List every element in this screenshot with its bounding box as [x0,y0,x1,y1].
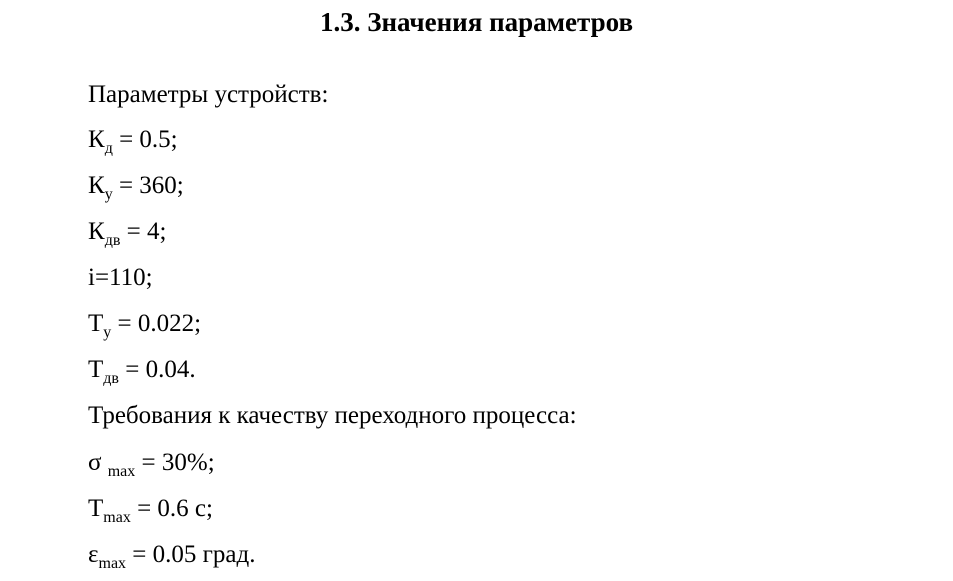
param-tdv-value: = 0.04. [118,356,196,383]
param-kdv [88,217,166,247]
param-ku-subscript: у [104,186,113,203]
requirements-heading: Требования к качеству переходного процесса: [88,402,577,429]
param-ku-symbol: К [88,172,105,199]
param-tu-symbol: Т [88,310,104,337]
param-ku [88,171,184,201]
req-tmax-subscript: max [103,509,131,526]
req-epsilon-subscript: max [98,555,127,572]
req-tmax-symbol: T [88,495,104,522]
param-kd-value: = 0.5; [112,126,178,153]
param-tdv-symbol: Т [88,356,104,383]
param-i: i=110; [88,264,153,291]
req-epsilon-value: = 0.05 град. [126,541,256,568]
device-params-heading: Параметры устройств: [88,81,329,108]
param-tdv [88,355,196,385]
param-kd-symbol: К [88,126,105,153]
param-tu [88,309,201,339]
param-kd [88,125,178,155]
param-tu-subscript: у [103,324,112,341]
req-sigma-symbol: σ [88,449,108,476]
param-ku-value: = 360; [112,172,184,199]
req-tmax-value: = 0.6 с; [130,495,213,522]
section-title: 1.3. Значения параметров [319,7,634,37]
param-kdv-symbol: К [88,218,105,245]
req-sigma-value: = 30%; [135,449,215,476]
req-sigma-subscript: max [107,463,136,480]
param-tdv-subscript: дв [103,370,119,387]
req-sigma-max [88,448,215,478]
param-tu-value: = 0.022; [111,310,202,337]
req-t-max [88,494,213,524]
req-epsilon-max [88,540,255,570]
param-kdv-subscript: дв [104,232,121,249]
param-kd-subscript: д [104,140,113,157]
param-kdv-value: = 4; [120,218,167,245]
req-epsilon-symbol: ε [88,541,99,568]
